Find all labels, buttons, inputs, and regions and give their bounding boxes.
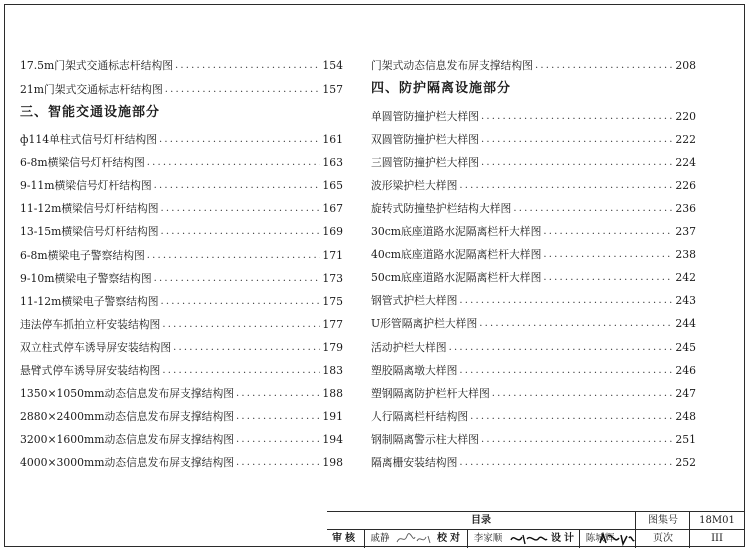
toc-leader-dots xyxy=(543,248,673,262)
toc-leader-dots xyxy=(162,318,320,332)
toc-leader-dots xyxy=(513,202,673,216)
toc-entry-page: 252 xyxy=(675,455,696,469)
toc-leader-dots xyxy=(161,225,321,239)
toc-entry-title: 50cm底座道路水泥隔离栏杆大样图 xyxy=(371,271,542,285)
toc-entry-title: 11-12m横梁信号灯杆结构图 xyxy=(20,202,159,216)
toc-entry-title: ф114单柱式信号灯杆结构图 xyxy=(20,133,158,146)
toc-entry-title: 双圆管防撞护栏大样图 xyxy=(371,133,479,147)
toc-entry-page: 171 xyxy=(322,248,343,262)
toc-leader-dots xyxy=(479,317,673,331)
review-label: 审核 xyxy=(332,533,358,544)
toc-entry[interactable] xyxy=(20,55,343,73)
toc-entry-title: 6-8m横梁信号灯杆结构图 xyxy=(20,156,145,170)
toc-entry[interactable] xyxy=(371,152,696,170)
toc-entry[interactable] xyxy=(371,221,696,239)
toc-leader-dots xyxy=(162,364,320,378)
toc-entry[interactable] xyxy=(371,360,696,378)
checker-signature-icon xyxy=(509,532,549,546)
toc-entry-page: 179 xyxy=(322,340,343,354)
toc-entry-title: 活动护栏大样图 xyxy=(371,340,447,354)
toc-entry[interactable] xyxy=(20,198,343,216)
toc-entry[interactable] xyxy=(371,55,696,73)
toc-entry-page: 247 xyxy=(675,386,696,400)
toc-entry-page: 242 xyxy=(675,271,696,285)
design-label: 设计 xyxy=(551,533,577,544)
toc-entry-title: 悬臂式停车诱导屏安装结构图 xyxy=(20,364,161,377)
toc-entry[interactable] xyxy=(371,313,696,331)
toc-entry-title: U形管隔离护栏大样图 xyxy=(371,317,478,331)
toc-leader-dots xyxy=(161,295,321,309)
check-label: 校对 xyxy=(437,533,463,544)
toc-entry[interactable] xyxy=(371,129,696,147)
toc-leader-dots xyxy=(147,156,321,170)
toc-entry[interactable] xyxy=(20,129,343,147)
toc-leader-dots xyxy=(236,387,320,401)
toc-leader-dots xyxy=(147,249,321,263)
toc-leader-dots xyxy=(543,225,673,239)
toc-entry-title: 人行隔离栏杆结构图 xyxy=(371,409,469,423)
title-block-row-bottom xyxy=(327,530,745,548)
title-block-row-top xyxy=(327,512,745,530)
toc-leader-dots xyxy=(173,341,320,355)
toc-entry-title: 1350×1050mm动态信息发布屏支撑结构图 xyxy=(20,387,235,401)
toc-leader-dots xyxy=(481,110,673,124)
toc-entry-page: 198 xyxy=(322,456,343,470)
checker-name: 李家顺 xyxy=(473,533,503,544)
toc-entry[interactable] xyxy=(371,290,696,308)
toc-entry-page: 165 xyxy=(322,179,343,193)
toc-entry-page: 244 xyxy=(675,317,696,331)
toc-leader-dots xyxy=(481,433,673,447)
toc-entry[interactable] xyxy=(20,452,343,470)
toc-entry[interactable] xyxy=(20,406,343,424)
toc-entry-page: 208 xyxy=(675,59,696,72)
toc-entry-title: 9-11m横梁信号灯杆结构图 xyxy=(20,179,152,193)
toc-entry-page: 238 xyxy=(675,248,696,262)
toc-entry-title: 塑胶隔离墩大样图 xyxy=(371,363,458,377)
toc-entry-title: 钢管式护栏大样图 xyxy=(371,294,458,308)
toc-entry-title: 双立柱式停车诱导屏安装结构图 xyxy=(20,340,172,354)
toc-entry[interactable] xyxy=(371,175,696,193)
toc-entry-page: 167 xyxy=(322,202,343,216)
toc-entry[interactable] xyxy=(371,244,696,262)
toc-entry-page: 237 xyxy=(675,225,696,239)
toc-entry-page: 222 xyxy=(675,133,696,147)
toc-entry-title: 隔离栅安装结构图 xyxy=(371,455,458,469)
page-label: 页次 xyxy=(653,533,673,544)
toc-leader-dots xyxy=(154,272,321,286)
toc-entry-page: 220 xyxy=(675,110,696,123)
toc-entry-page: 191 xyxy=(322,410,343,424)
toc-entry[interactable] xyxy=(371,337,696,355)
toc-entry[interactable] xyxy=(371,452,696,470)
toc-entry-page: 154 xyxy=(322,59,343,72)
toc-entry-title: 11-12m横梁电子警察结构图 xyxy=(20,294,159,308)
toc-entry-page: 226 xyxy=(675,179,696,193)
page-number: III xyxy=(711,533,723,544)
toc-entry-title: 门架式动态信息发布屏支撑结构图 xyxy=(371,59,533,72)
toc-entry-page: 245 xyxy=(675,340,696,354)
toc-entry-page: 246 xyxy=(675,363,696,377)
reviewer-signature-icon xyxy=(395,532,433,546)
toc-entry[interactable] xyxy=(20,79,343,97)
toc-leader-dots xyxy=(470,410,673,424)
toc-entry[interactable] xyxy=(20,152,343,170)
toc-entry-page: 248 xyxy=(675,409,696,423)
toc-entry-page: 177 xyxy=(322,317,343,331)
toc-leader-dots xyxy=(236,456,320,470)
atlas-label: 图集号 xyxy=(648,515,678,526)
toc-leader-dots xyxy=(161,202,321,216)
toc-entry[interactable] xyxy=(371,106,696,124)
toc-entry-title: 40cm底座道路水泥隔离栏杆大样图 xyxy=(371,248,542,262)
toc-entry-title: 4000×3000mm动态信息发布屏支撑结构图 xyxy=(20,456,235,470)
designer-name: 陈城辉 xyxy=(585,533,615,544)
designer-signature-icon xyxy=(597,532,635,546)
toc-entry[interactable] xyxy=(20,429,343,447)
toc-entry-title: 钢制隔离警示柱大样图 xyxy=(371,432,479,446)
toc-entry-page: 251 xyxy=(675,432,696,446)
toc-entry[interactable] xyxy=(371,198,696,216)
toc-entry[interactable] xyxy=(20,221,343,239)
toc-entry[interactable] xyxy=(20,314,343,332)
toc-entry-title: 3200×1600mm动态信息发布屏支撑结构图 xyxy=(20,433,235,447)
toc-entry[interactable] xyxy=(371,429,696,447)
toc-entry-title: 违法停车抓拍立杆安装结构图 xyxy=(20,317,161,331)
toc-entry[interactable] xyxy=(20,337,343,355)
title-block xyxy=(327,511,745,547)
toc-entry[interactable] xyxy=(371,383,696,401)
toc-entry-title: 21m门架式交通标志杆结构图 xyxy=(20,83,163,96)
toc-entry[interactable] xyxy=(371,267,696,285)
toc-entry-page: 236 xyxy=(675,202,696,216)
toc-leader-dots xyxy=(535,59,673,73)
toc-entry-page: 157 xyxy=(322,83,343,96)
toc-entry-page: 163 xyxy=(322,156,343,170)
toc-entry-title: 9-10m横梁电子警察结构图 xyxy=(20,271,152,285)
section-heading-protective-isolation: 四、防护隔离设施部分 xyxy=(371,81,512,96)
toc-entry[interactable] xyxy=(20,175,343,193)
toc-entry-page: 188 xyxy=(322,387,343,401)
toc-entry-title: 单圆管防撞护栏大样图 xyxy=(371,110,479,123)
toc-entry-title: 三圆管防撞护栏大样图 xyxy=(371,156,479,170)
toc-leader-dots xyxy=(492,387,674,401)
toc-leader-dots xyxy=(236,433,320,447)
toc-entry-page: 194 xyxy=(322,433,343,447)
toc-entry[interactable] xyxy=(20,245,343,263)
toc-leader-dots xyxy=(459,294,673,308)
toc-leader-dots xyxy=(459,364,673,378)
toc-leader-dots xyxy=(159,133,320,147)
toc-leader-dots xyxy=(236,410,320,424)
toc-entry-title: 旋转式防撞垫护栏结构大样图 xyxy=(371,202,512,216)
toc-entry-page: 161 xyxy=(322,133,343,146)
toc-entry-title: 6-8m横梁电子警察结构图 xyxy=(20,248,145,262)
toc-leader-dots xyxy=(165,83,321,97)
section-heading-intelligent-traffic: 三、智能交通设施部分 xyxy=(20,105,161,120)
toc-entry-page: 175 xyxy=(322,294,343,308)
toc-leader-dots xyxy=(154,179,321,193)
drawing-title: 目录 xyxy=(471,515,491,526)
toc-entry[interactable] xyxy=(20,383,343,401)
toc-entry-page: 243 xyxy=(675,294,696,308)
reviewer-name: 戚静 xyxy=(370,533,390,544)
toc-entry-title: 波形梁护栏大样图 xyxy=(371,179,458,193)
atlas-number: 18M01 xyxy=(699,515,735,526)
toc-leader-dots xyxy=(449,341,674,355)
toc-entry[interactable] xyxy=(20,360,343,378)
toc-leader-dots xyxy=(459,179,673,193)
toc-entry-page: 224 xyxy=(675,156,696,170)
toc-entry-title: 30cm底座道路水泥隔离栏杆大样图 xyxy=(371,225,542,239)
toc-leader-dots xyxy=(459,456,673,470)
toc-entry[interactable] xyxy=(371,406,696,424)
toc-entry-title: 13-15m横梁信号灯杆结构图 xyxy=(20,225,159,239)
toc-entry-page: 169 xyxy=(322,225,343,239)
toc-leader-dots xyxy=(175,59,320,73)
toc-leader-dots xyxy=(481,156,673,170)
toc-entry-title: 17.5m门架式交通标志杆结构图 xyxy=(20,59,174,72)
toc-entry-page: 173 xyxy=(322,271,343,285)
toc-entry-title: 2880×2400mm动态信息发布屏支撑结构图 xyxy=(20,410,235,424)
toc-leader-dots xyxy=(481,133,673,147)
toc-entry[interactable] xyxy=(20,268,343,286)
toc-entry[interactable] xyxy=(20,291,343,309)
toc-leader-dots xyxy=(543,271,673,285)
toc-entry-page: 183 xyxy=(322,364,343,377)
toc-entry-title: 塑钢隔离防护栏杆大样图 xyxy=(371,386,490,400)
